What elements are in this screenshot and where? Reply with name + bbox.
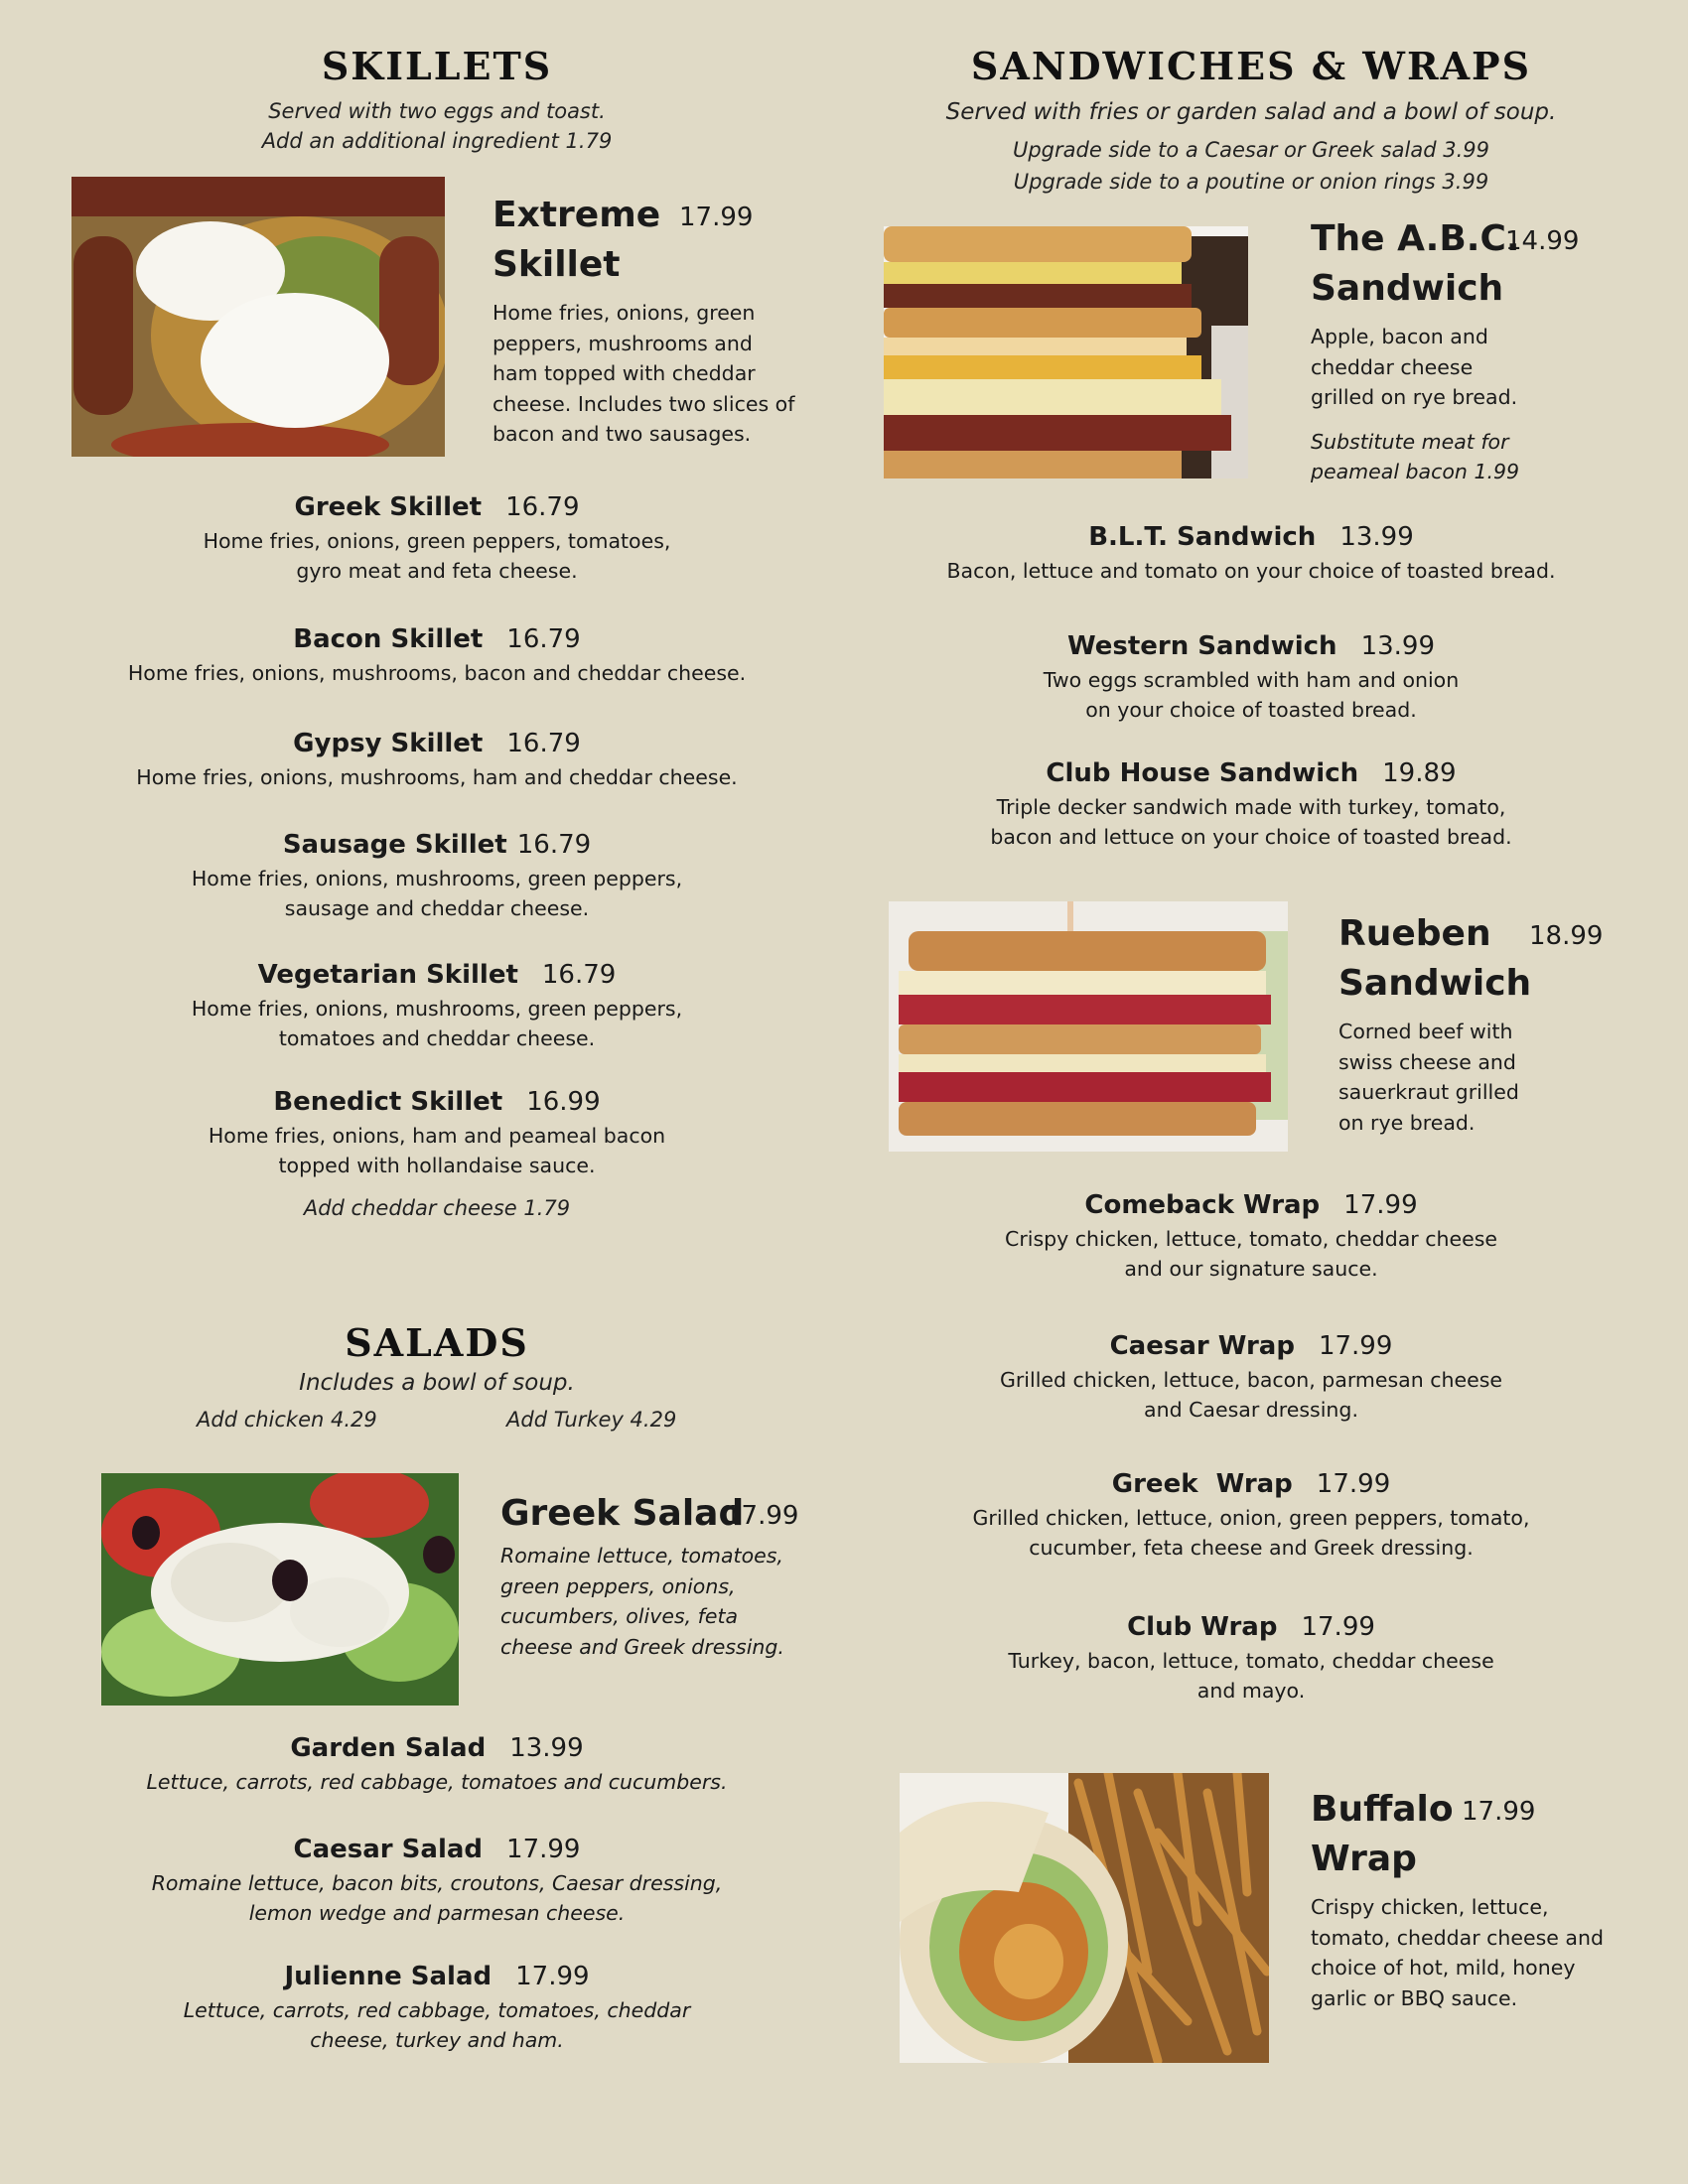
extreme-skillet bbox=[492, 191, 810, 450]
item-name: Caesar Wrap bbox=[1109, 1331, 1295, 1361]
item-name: B.L.T. Sandwich bbox=[1088, 522, 1317, 552]
rueben-sandwich-photo bbox=[889, 901, 1288, 1152]
greek-salad-name: Greek Salad bbox=[500, 1493, 745, 1534]
garden-salad bbox=[89, 1733, 784, 1797]
rueben-sandwich bbox=[1338, 909, 1656, 1138]
abc-sandwich-price: 14.99 bbox=[1505, 226, 1580, 256]
item-price: 16.79 bbox=[541, 960, 617, 990]
item-desc: Lettuce, carrots, red cabbage, tomatoes and cucumbers. bbox=[146, 1770, 728, 1794]
item-price: 17.99 bbox=[506, 1835, 581, 1864]
extreme-skillet-photo bbox=[71, 177, 445, 457]
western-sandwich bbox=[854, 631, 1648, 725]
item-desc: Home fries, onions, green peppers, tomatoes, gyro meat and feta cheese. bbox=[203, 529, 671, 583]
abc-sandwich-desc: Apple, bacon and cheddar cheese grilled on rye bread. bbox=[1311, 325, 1518, 409]
rueben-sandwich-price: 18.99 bbox=[1529, 921, 1604, 951]
salads-note-1: Includes a bowl of soup. bbox=[299, 1370, 575, 1396]
item-name: Greek Skillet bbox=[294, 492, 483, 522]
buffalo-wrap-price: 17.99 bbox=[1462, 1797, 1536, 1827]
skillets-note-1: Served with two eggs and toast. bbox=[268, 99, 606, 123]
rueben-sandwich-desc: Corned beef with swiss cheese and sauerkraut grilled on rye bread. bbox=[1338, 1020, 1519, 1135]
sandwiches-note-1: Served with fries or garden salad and a bowl of soup. bbox=[945, 99, 1557, 125]
item-price: 13.99 bbox=[1339, 522, 1414, 552]
buffalo-wrap-desc: Crispy chicken, lettuce, tomato, cheddar cheese and choice of hot, mild, honey garlic or BBQ sauce. bbox=[1311, 1895, 1604, 2010]
greek-wrap bbox=[854, 1469, 1648, 1563]
item-name: Caesar Salad bbox=[293, 1835, 484, 1864]
gypsy-skillet bbox=[89, 729, 784, 792]
greek-salad-photo bbox=[101, 1473, 459, 1706]
item-name: Julienne Salad bbox=[284, 1962, 492, 1991]
rueben-sandwich-name: Rueben Sandwich bbox=[1338, 913, 1532, 1004]
item-desc: Crispy chicken, lettuce, tomato, cheddar cheese and our signature sauce. bbox=[1005, 1227, 1497, 1281]
club-wrap bbox=[854, 1612, 1648, 1706]
salads-add-turkey: Add Turkey 4.29 bbox=[506, 1408, 677, 1432]
item-desc: Triple decker sandwich made with turkey, tomato, bacon and lettuce on your choice of toasted bread. bbox=[990, 795, 1512, 849]
caesar-wrap bbox=[854, 1331, 1648, 1425]
item-desc: Grilled chicken, lettuce, bacon, parmesan cheese and Caesar dressing. bbox=[999, 1368, 1502, 1422]
item-price: 17.99 bbox=[1318, 1331, 1393, 1361]
item-name: Sausage Skillet bbox=[282, 830, 507, 860]
item-desc: Bacon, lettuce and tomato on your choice of toasted bread. bbox=[946, 559, 1556, 583]
sandwiches-note-2: Upgrade side to a Caesar or Greek salad 3.99 bbox=[1012, 138, 1490, 162]
item-desc: Home fries, onions, mushrooms, green peppers, sausage and cheddar cheese. bbox=[191, 867, 683, 920]
item-desc: Home fries, onions, mushrooms, ham and cheddar cheese. bbox=[136, 765, 738, 789]
item-price: 17.99 bbox=[515, 1962, 590, 1991]
sausage-skillet bbox=[89, 830, 784, 923]
item-desc: Home fries, onions, ham and peameal bacon topped with hollandaise sauce. bbox=[208, 1124, 666, 1177]
caesar-salad bbox=[89, 1835, 784, 1928]
sandwiches-title: SANDWICHES & WRAPS bbox=[970, 44, 1532, 88]
item-price: 16.79 bbox=[516, 830, 592, 860]
greek-salad bbox=[500, 1489, 828, 1662]
item-name: Bacon Skillet bbox=[293, 624, 484, 654]
comeback-wrap bbox=[854, 1190, 1648, 1284]
abc-sandwich-name: The A.B.C. Sandwich bbox=[1311, 218, 1520, 309]
item-price: 17.99 bbox=[1316, 1469, 1391, 1499]
item-desc: Home fries, onions, mushrooms, bacon and cheddar cheese. bbox=[127, 661, 747, 685]
buffalo-wrap-photo bbox=[900, 1773, 1269, 2063]
salads-title: SALADS bbox=[345, 1320, 529, 1365]
item-name: Benedict Skillet bbox=[273, 1087, 503, 1117]
item-name: Western Sandwich bbox=[1067, 631, 1337, 661]
item-price: 17.99 bbox=[1301, 1612, 1375, 1642]
buffalo-wrap-name: Buffalo Wrap bbox=[1311, 1789, 1454, 1879]
abc-sandwich-photo bbox=[884, 226, 1248, 478]
item-price: 19.89 bbox=[1382, 758, 1457, 788]
abc-sandwich-substitute-note: Substitute meat for peameal bacon 1.99 bbox=[1311, 429, 1520, 483]
skillets-note-2: Add an additional ingredient 1.79 bbox=[261, 129, 613, 153]
item-price: 16.79 bbox=[506, 624, 581, 654]
bacon-skillet bbox=[89, 624, 784, 688]
item-price: 13.99 bbox=[509, 1733, 584, 1763]
greek-salad-price: 17.99 bbox=[725, 1501, 799, 1531]
item-name: Gypsy Skillet bbox=[293, 729, 484, 758]
item-desc: Home fries, onions, mushrooms, green peppers, tomatoes and cheddar cheese. bbox=[191, 997, 683, 1050]
item-desc: Two eggs scrambled with ham and onion on your choice of toasted bread. bbox=[1043, 668, 1460, 722]
sandwiches-note-3: Upgrade side to a poutine or onion rings 3.99 bbox=[1013, 170, 1489, 194]
julienne-salad bbox=[89, 1962, 784, 2055]
item-desc: Lettuce, carrots, red cabbage, tomatoes, cheddar cheese, turkey and ham. bbox=[183, 1998, 691, 2052]
item-price: 16.79 bbox=[506, 729, 581, 758]
item-desc: Grilled chicken, lettuce, onion, green peppers, tomato, cucumber, feta cheese and Greek dressing. bbox=[972, 1506, 1530, 1560]
item-name: Club House Sandwich bbox=[1046, 758, 1359, 788]
club-house-sandwich bbox=[854, 758, 1648, 852]
benedict-skillet bbox=[89, 1087, 784, 1180]
greek-skillet bbox=[89, 492, 784, 586]
greek-salad-desc: Romaine lettuce, tomatoes, green peppers, onions, cucumbers, olives, feta cheese and Greek dressing. bbox=[500, 1544, 784, 1659]
item-name: Comeback Wrap bbox=[1084, 1190, 1321, 1220]
skillets-footnote: Add cheddar cheese 1.79 bbox=[303, 1196, 571, 1220]
item-desc: Turkey, bacon, lettuce, tomato, cheddar cheese and mayo. bbox=[1008, 1649, 1494, 1703]
item-name: Vegetarian Skillet bbox=[257, 960, 518, 990]
item-name: Garden Salad bbox=[290, 1733, 487, 1763]
blt-sandwich bbox=[854, 522, 1648, 586]
extreme-skillet-price: 17.99 bbox=[679, 203, 754, 232]
item-price: 17.99 bbox=[1343, 1190, 1418, 1220]
vegetarian-skillet bbox=[89, 960, 784, 1053]
skillets-title: SKILLETS bbox=[321, 44, 553, 88]
item-name: Club Wrap bbox=[1127, 1612, 1278, 1642]
buffalo-wrap bbox=[1311, 1785, 1638, 2013]
abc-sandwich bbox=[1311, 214, 1628, 487]
item-price: 13.99 bbox=[1360, 631, 1435, 661]
item-price: 16.99 bbox=[526, 1087, 601, 1117]
salads-add-chicken: Add chicken 4.29 bbox=[197, 1408, 377, 1432]
item-name: Greek Wrap bbox=[1111, 1469, 1293, 1499]
item-price: 16.79 bbox=[505, 492, 580, 522]
item-desc: Romaine lettuce, bacon bits, croutons, Caesar dressing, lemon wedge and parmesan cheese. bbox=[151, 1871, 723, 1925]
extreme-skillet-name: Extreme Skillet bbox=[492, 195, 661, 285]
extreme-skillet-desc: Home fries, onions, green peppers, mushrooms and ham topped with cheddar cheese. Includes two slices of bacon and two sausages. bbox=[492, 301, 795, 446]
